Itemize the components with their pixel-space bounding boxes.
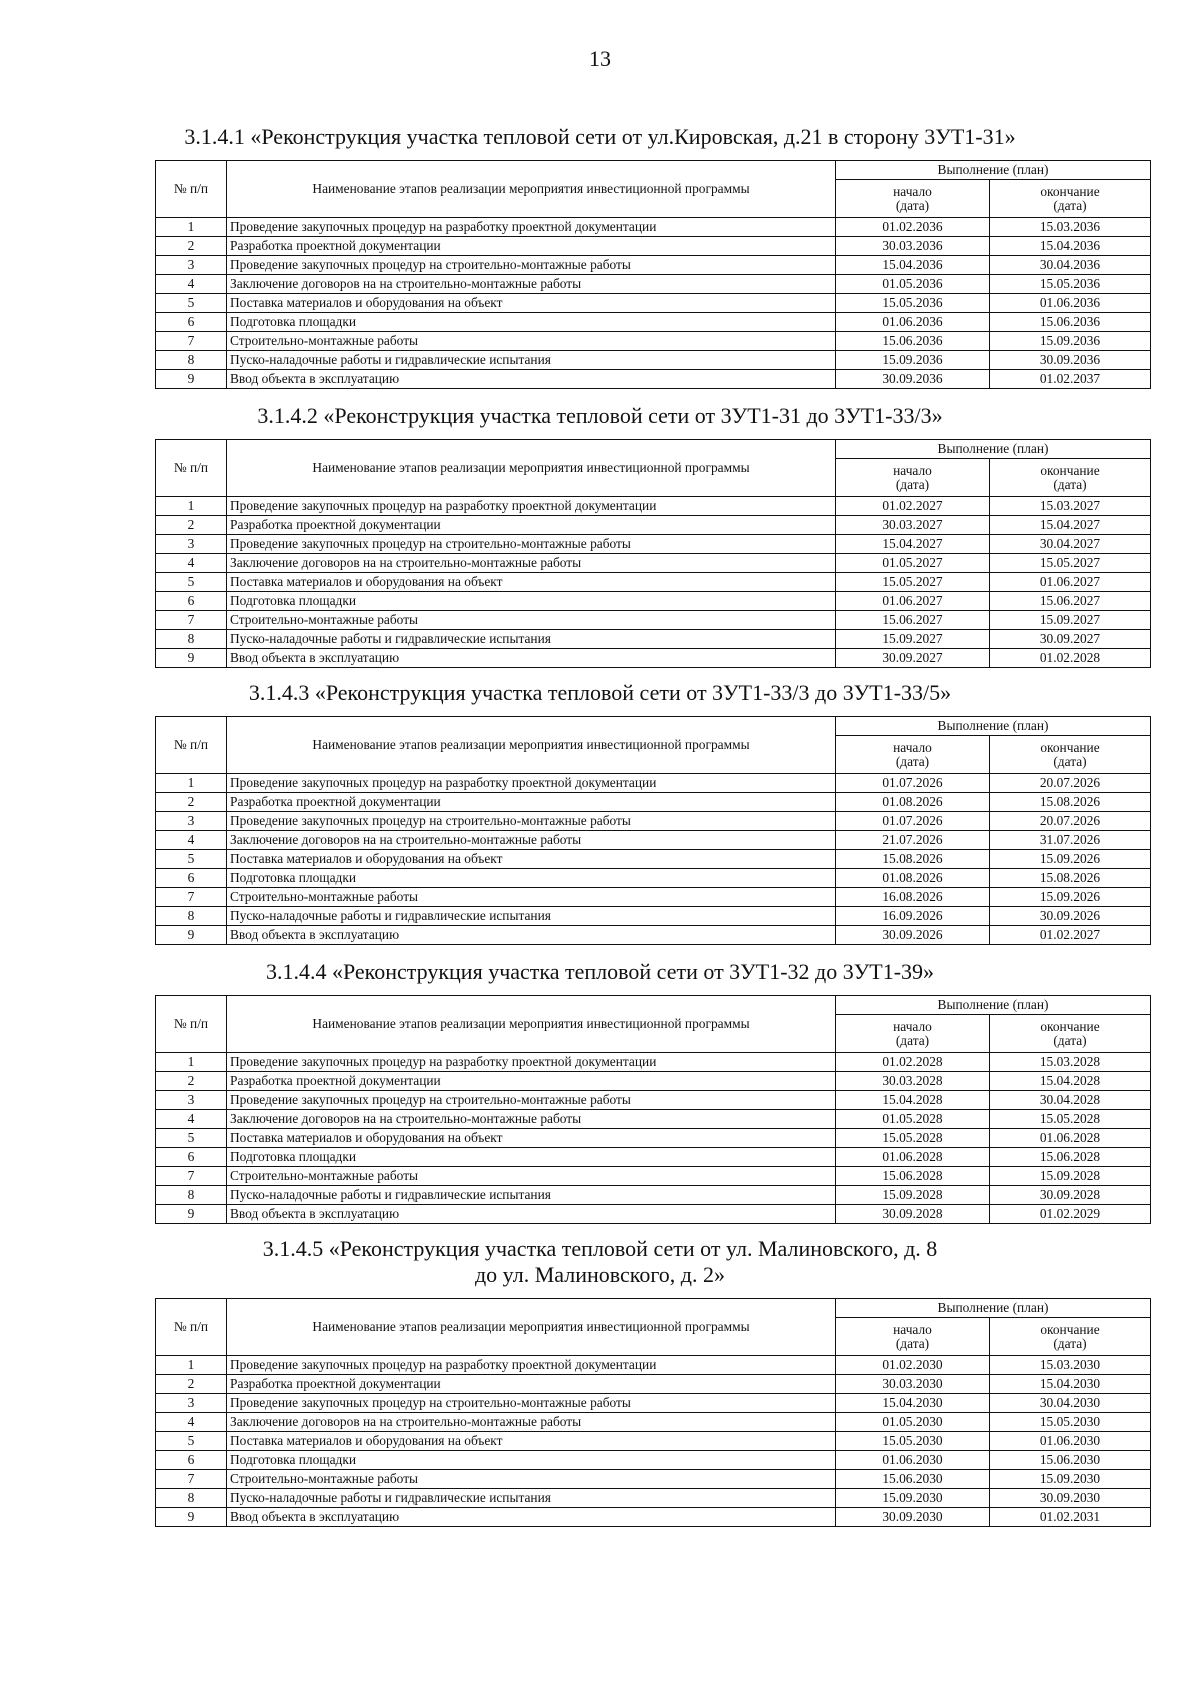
row-number: 4 (156, 1413, 227, 1432)
row-number: 9 (156, 370, 227, 389)
header-start-date: начало (дата) (836, 1015, 990, 1053)
stage-name: Разработка проектной документации (227, 237, 836, 256)
start-date: 01.06.2030 (836, 1451, 990, 1470)
table-row (156, 907, 1151, 926)
header-stage-name: Наименование этапов реализации мероприятия инвестиционной программы (227, 1299, 836, 1356)
schedule-table (155, 995, 1151, 1224)
start-date: 30.09.2030 (836, 1508, 990, 1527)
start-date: 30.03.2030 (836, 1375, 990, 1394)
header-execution: Выполнение (план) (836, 996, 1151, 1015)
row-number: 6 (156, 313, 227, 332)
table-row (156, 1091, 1151, 1110)
header-execution: Выполнение (план) (836, 161, 1151, 180)
table-row (156, 554, 1151, 573)
stage-name: Подготовка площадки (227, 592, 836, 611)
row-number: 1 (156, 774, 227, 793)
header-stage-name: Наименование этапов реализации мероприятия инвестиционной программы (227, 717, 836, 774)
end-date: 15.04.2028 (990, 1072, 1151, 1091)
table-row (156, 869, 1151, 888)
start-date: 01.05.2028 (836, 1110, 990, 1129)
section-spacer (0, 1224, 1200, 1236)
row-number: 1 (156, 218, 227, 237)
start-date: 15.09.2030 (836, 1489, 990, 1508)
stage-name: Строительно-монтажные работы (227, 1167, 836, 1186)
stage-name: Поставка материалов и оборудования на объект (227, 573, 836, 592)
stage-name: Разработка проектной документации (227, 793, 836, 812)
section-spacer (0, 945, 1200, 959)
stage-name: Проведение закупочных процедур на строительно-монтажные работы (227, 1394, 836, 1413)
start-date: 01.06.2027 (836, 592, 990, 611)
end-date: 30.04.2028 (990, 1091, 1151, 1110)
end-date: 01.02.2028 (990, 649, 1151, 668)
row-number: 3 (156, 812, 227, 831)
stage-name: Проведение закупочных процедур на строительно-монтажные работы (227, 256, 836, 275)
section-title: 3.1.4.2 «Реконструкция участка тепловой сети от 3УТ1-31 до 3УТ1-33/3» (257, 403, 943, 428)
section-title: 3.1.4.1 «Реконструкция участка тепловой сети от ул.Кировская, д.21 в сторону 3УТ1-31» (184, 124, 1016, 149)
start-date: 01.08.2026 (836, 793, 990, 812)
table-row (156, 351, 1151, 370)
row-number: 5 (156, 1432, 227, 1451)
table-row (156, 793, 1151, 812)
end-date: 01.02.2029 (990, 1205, 1151, 1224)
start-date: 01.05.2030 (836, 1413, 990, 1432)
row-number: 2 (156, 1375, 227, 1394)
table-row (156, 1375, 1151, 1394)
section-spacer (0, 668, 1200, 680)
end-date: 01.06.2027 (990, 573, 1151, 592)
start-date: 01.08.2026 (836, 869, 990, 888)
start-date: 01.07.2026 (836, 774, 990, 793)
end-date: 15.09.2026 (990, 888, 1151, 907)
stage-name: Поставка материалов и оборудования на объект (227, 294, 836, 313)
start-date: 30.03.2036 (836, 237, 990, 256)
start-date: 15.04.2036 (836, 256, 990, 275)
table-row (156, 1110, 1151, 1129)
start-date: 01.05.2036 (836, 275, 990, 294)
table-row (156, 1394, 1151, 1413)
table-row (156, 926, 1151, 945)
row-number: 4 (156, 831, 227, 850)
end-date: 30.09.2026 (990, 907, 1151, 926)
plan-section (0, 1236, 1200, 1527)
table-row (156, 812, 1151, 831)
end-date: 15.03.2036 (990, 218, 1151, 237)
row-number: 6 (156, 1451, 227, 1470)
row-number: 9 (156, 1205, 227, 1224)
stage-name: Ввод объекта в эксплуатацию (227, 926, 836, 945)
start-date: 15.05.2027 (836, 573, 990, 592)
start-date: 15.09.2027 (836, 630, 990, 649)
row-number: 7 (156, 1470, 227, 1489)
section-title: 3.1.4.4 «Реконструкция участка тепловой сети от 3УТ1-32 до 3УТ1-39» (265, 959, 935, 984)
stage-name: Ввод объекта в эксплуатацию (227, 1205, 836, 1224)
stage-name: Заключение договоров на на строительно-монтажные работы (227, 1110, 836, 1129)
row-number: 4 (156, 1110, 227, 1129)
end-date: 15.08.2026 (990, 793, 1151, 812)
row-number: 7 (156, 332, 227, 351)
header-start-date: начало (дата) (836, 180, 990, 218)
stage-name: Поставка материалов и оборудования на объект (227, 1129, 836, 1148)
end-date: 01.06.2036 (990, 294, 1151, 313)
start-date: 15.05.2030 (836, 1432, 990, 1451)
end-date: 30.09.2030 (990, 1489, 1151, 1508)
end-date: 15.05.2027 (990, 554, 1151, 573)
end-date: 30.09.2036 (990, 351, 1151, 370)
table-row (156, 218, 1151, 237)
table-row (156, 237, 1151, 256)
end-date: 30.04.2027 (990, 535, 1151, 554)
end-date: 15.06.2030 (990, 1451, 1151, 1470)
row-number: 4 (156, 554, 227, 573)
end-date: 15.09.2026 (990, 850, 1151, 869)
row-number: 3 (156, 1394, 227, 1413)
row-number: 3 (156, 1091, 227, 1110)
header-num: № п/п (156, 1299, 227, 1356)
row-number: 3 (156, 535, 227, 554)
end-date: 15.03.2027 (990, 497, 1151, 516)
header-execution: Выполнение (план) (836, 1299, 1151, 1318)
start-date: 15.05.2028 (836, 1129, 990, 1148)
row-number: 8 (156, 1186, 227, 1205)
table-row (156, 1413, 1151, 1432)
table-row (156, 497, 1151, 516)
header-end-date: окончание (дата) (990, 1318, 1151, 1356)
header-num: № п/п (156, 440, 227, 497)
row-number: 2 (156, 237, 227, 256)
stage-name: Строительно-монтажные работы (227, 611, 836, 630)
end-date: 20.07.2026 (990, 812, 1151, 831)
table-row (156, 850, 1151, 869)
end-date: 15.04.2030 (990, 1375, 1151, 1394)
stage-name: Пуско-наладочные работы и гидравлические испытания (227, 1186, 836, 1205)
stage-name: Поставка материалов и оборудования на объект (227, 1432, 836, 1451)
row-number: 8 (156, 351, 227, 370)
stage-name: Подготовка площадки (227, 313, 836, 332)
stage-name: Строительно-монтажные работы (227, 888, 836, 907)
end-date: 15.09.2027 (990, 611, 1151, 630)
section-title: 3.1.4.5 «Реконструкция участка тепловой сети от ул. Малиновского, д. 8 до ул. Малиновского, д. 2» (262, 1236, 938, 1287)
table-row (156, 649, 1151, 668)
plan-section (0, 403, 1200, 680)
start-date: 01.06.2036 (836, 313, 990, 332)
row-number: 8 (156, 907, 227, 926)
table-row (156, 1356, 1151, 1375)
stage-name: Строительно-монтажные работы (227, 332, 836, 351)
start-date: 15.08.2026 (836, 850, 990, 869)
start-date: 01.05.2027 (836, 554, 990, 573)
table-row (156, 1451, 1151, 1470)
end-date: 15.08.2026 (990, 869, 1151, 888)
start-date: 15.06.2030 (836, 1470, 990, 1489)
header-stage-name: Наименование этапов реализации мероприятия инвестиционной программы (227, 440, 836, 497)
row-number: 2 (156, 793, 227, 812)
header-end-date: окончание (дата) (990, 459, 1151, 497)
stage-name: Разработка проектной документации (227, 1072, 836, 1091)
table-row (156, 1148, 1151, 1167)
row-number: 6 (156, 1148, 227, 1167)
end-date: 15.03.2030 (990, 1356, 1151, 1375)
stage-name: Подготовка площадки (227, 869, 836, 888)
stage-name: Проведение закупочных процедур на разработку проектной документации (227, 497, 836, 516)
schedule-table (155, 716, 1151, 945)
start-date: 30.03.2027 (836, 516, 990, 535)
row-number: 7 (156, 888, 227, 907)
stage-name: Подготовка площадки (227, 1451, 836, 1470)
end-date: 15.04.2027 (990, 516, 1151, 535)
start-date: 01.07.2026 (836, 812, 990, 831)
stage-name: Пуско-наладочные работы и гидравлические испытания (227, 907, 836, 926)
table-row (156, 630, 1151, 649)
start-date: 15.06.2028 (836, 1167, 990, 1186)
end-date: 01.02.2031 (990, 1508, 1151, 1527)
table-row (156, 573, 1151, 592)
stage-name: Ввод объекта в эксплуатацию (227, 649, 836, 668)
stage-name: Заключение договоров на на строительно-монтажные работы (227, 554, 836, 573)
table-row (156, 294, 1151, 313)
section-spacer (0, 389, 1200, 403)
table-row (156, 1489, 1151, 1508)
row-number: 7 (156, 611, 227, 630)
stage-name: Пуско-наладочные работы и гидравлические испытания (227, 630, 836, 649)
stage-name: Проведение закупочных процедур на строительно-монтажные работы (227, 535, 836, 554)
stage-name: Заключение договоров на на строительно-монтажные работы (227, 1413, 836, 1432)
table-row (156, 1508, 1151, 1527)
row-number: 5 (156, 294, 227, 313)
start-date: 30.09.2027 (836, 649, 990, 668)
stage-name: Проведение закупочных процедур на строительно-монтажные работы (227, 1091, 836, 1110)
row-number: 6 (156, 592, 227, 611)
start-date: 15.09.2036 (836, 351, 990, 370)
table-row (156, 332, 1151, 351)
start-date: 15.06.2036 (836, 332, 990, 351)
end-date: 15.09.2036 (990, 332, 1151, 351)
stage-name: Проведение закупочных процедур на разработку проектной документации (227, 1053, 836, 1072)
row-number: 8 (156, 1489, 227, 1508)
header-execution: Выполнение (план) (836, 717, 1151, 736)
table-row (156, 611, 1151, 630)
start-date: 01.02.2030 (836, 1356, 990, 1375)
start-date: 15.04.2027 (836, 535, 990, 554)
start-date: 16.08.2026 (836, 888, 990, 907)
end-date: 15.05.2030 (990, 1413, 1151, 1432)
table-row (156, 1053, 1151, 1072)
row-number: 8 (156, 630, 227, 649)
end-date: 15.06.2036 (990, 313, 1151, 332)
table-row (156, 1205, 1151, 1224)
start-date: 30.09.2036 (836, 370, 990, 389)
stage-name: Разработка проектной документации (227, 516, 836, 535)
start-date: 30.03.2028 (836, 1072, 990, 1091)
table-row (156, 1432, 1151, 1451)
stage-name: Строительно-монтажные работы (227, 1470, 836, 1489)
end-date: 30.09.2028 (990, 1186, 1151, 1205)
row-number: 2 (156, 1072, 227, 1091)
end-date: 15.05.2036 (990, 275, 1151, 294)
end-date: 01.02.2027 (990, 926, 1151, 945)
end-date: 01.02.2037 (990, 370, 1151, 389)
schedule-table (155, 160, 1151, 389)
end-date: 15.03.2028 (990, 1053, 1151, 1072)
end-date: 15.06.2027 (990, 592, 1151, 611)
header-end-date: окончание (дата) (990, 180, 1151, 218)
table-row (156, 256, 1151, 275)
table-row (156, 275, 1151, 294)
stage-name: Ввод объекта в эксплуатацию (227, 1508, 836, 1527)
header-start-date: начало (дата) (836, 459, 990, 497)
row-number: 5 (156, 850, 227, 869)
row-number: 1 (156, 1053, 227, 1072)
start-date: 16.09.2026 (836, 907, 990, 926)
stage-name: Ввод объекта в эксплуатацию (227, 370, 836, 389)
start-date: 15.04.2030 (836, 1394, 990, 1413)
stage-name: Пуско-наладочные работы и гидравлические испытания (227, 1489, 836, 1508)
row-number: 1 (156, 497, 227, 516)
end-date: 01.06.2028 (990, 1129, 1151, 1148)
table-row (156, 1167, 1151, 1186)
stage-name: Заключение договоров на на строительно-монтажные работы (227, 275, 836, 294)
table-row (156, 370, 1151, 389)
stage-name: Проведение закупочных процедур на разработку проектной документации (227, 218, 836, 237)
stage-name: Заключение договоров на на строительно-монтажные работы (227, 831, 836, 850)
start-date: 15.09.2028 (836, 1186, 990, 1205)
plan-section (0, 959, 1200, 1236)
header-num: № п/п (156, 996, 227, 1053)
end-date: 30.09.2027 (990, 630, 1151, 649)
row-number: 7 (156, 1167, 227, 1186)
stage-name: Проведение закупочных процедур на строительно-монтажные работы (227, 812, 836, 831)
start-date: 15.05.2036 (836, 294, 990, 313)
start-date: 01.06.2028 (836, 1148, 990, 1167)
section-title: 3.1.4.3 «Реконструкция участка тепловой сети от 3УТ1-33/3 до 3УТ1-33/5» (248, 680, 952, 705)
row-number: 5 (156, 1129, 227, 1148)
table-row (156, 313, 1151, 332)
header-start-date: начало (дата) (836, 1318, 990, 1356)
header-stage-name: Наименование этапов реализации мероприятия инвестиционной программы (227, 996, 836, 1053)
end-date: 15.04.2036 (990, 237, 1151, 256)
table-row (156, 888, 1151, 907)
plan-section (0, 124, 1200, 403)
table-row (156, 1072, 1151, 1091)
table-row (156, 831, 1151, 850)
start-date: 01.02.2027 (836, 497, 990, 516)
table-row (156, 774, 1151, 793)
end-date: 31.07.2026 (990, 831, 1151, 850)
row-number: 1 (156, 1356, 227, 1375)
start-date: 15.06.2027 (836, 611, 990, 630)
end-date: 20.07.2026 (990, 774, 1151, 793)
row-number: 5 (156, 573, 227, 592)
end-date: 01.06.2030 (990, 1432, 1151, 1451)
table-row (156, 535, 1151, 554)
stage-name: Проведение закупочных процедур на разработку проектной документации (227, 1356, 836, 1375)
end-date: 30.04.2036 (990, 256, 1151, 275)
sections-container (0, 124, 1200, 1527)
header-start-date: начало (дата) (836, 736, 990, 774)
stage-name: Разработка проектной документации (227, 1375, 836, 1394)
end-date: 30.04.2030 (990, 1394, 1151, 1413)
table-row (156, 516, 1151, 535)
row-number: 3 (156, 256, 227, 275)
header-stage-name: Наименование этапов реализации мероприятия инвестиционной программы (227, 161, 836, 218)
stage-name: Пуско-наладочные работы и гидравлические испытания (227, 351, 836, 370)
end-date: 15.06.2028 (990, 1148, 1151, 1167)
row-number: 2 (156, 516, 227, 535)
start-date: 01.02.2028 (836, 1053, 990, 1072)
table-row (156, 592, 1151, 611)
header-num: № п/п (156, 161, 227, 218)
start-date: 15.04.2028 (836, 1091, 990, 1110)
stage-name: Подготовка площадки (227, 1148, 836, 1167)
start-date: 30.09.2026 (836, 926, 990, 945)
header-execution: Выполнение (план) (836, 440, 1151, 459)
end-date: 15.09.2028 (990, 1167, 1151, 1186)
start-date: 21.07.2026 (836, 831, 990, 850)
stage-name: Проведение закупочных процедур на разработку проектной документации (227, 774, 836, 793)
start-date: 30.09.2028 (836, 1205, 990, 1224)
header-end-date: окончание (дата) (990, 736, 1151, 774)
plan-section (0, 680, 1200, 959)
start-date: 01.02.2036 (836, 218, 990, 237)
end-date: 15.09.2030 (990, 1470, 1151, 1489)
schedule-table (155, 1298, 1151, 1527)
row-number: 9 (156, 1508, 227, 1527)
end-date: 15.05.2028 (990, 1110, 1151, 1129)
header-end-date: окончание (дата) (990, 1015, 1151, 1053)
stage-name: Поставка материалов и оборудования на объект (227, 850, 836, 869)
table-row (156, 1186, 1151, 1205)
row-number: 6 (156, 869, 227, 888)
row-number: 9 (156, 926, 227, 945)
schedule-table (155, 439, 1151, 668)
page-number: 13 (589, 46, 611, 71)
table-row (156, 1470, 1151, 1489)
table-row (156, 1129, 1151, 1148)
row-number: 4 (156, 275, 227, 294)
row-number: 9 (156, 649, 227, 668)
header-num: № п/п (156, 717, 227, 774)
